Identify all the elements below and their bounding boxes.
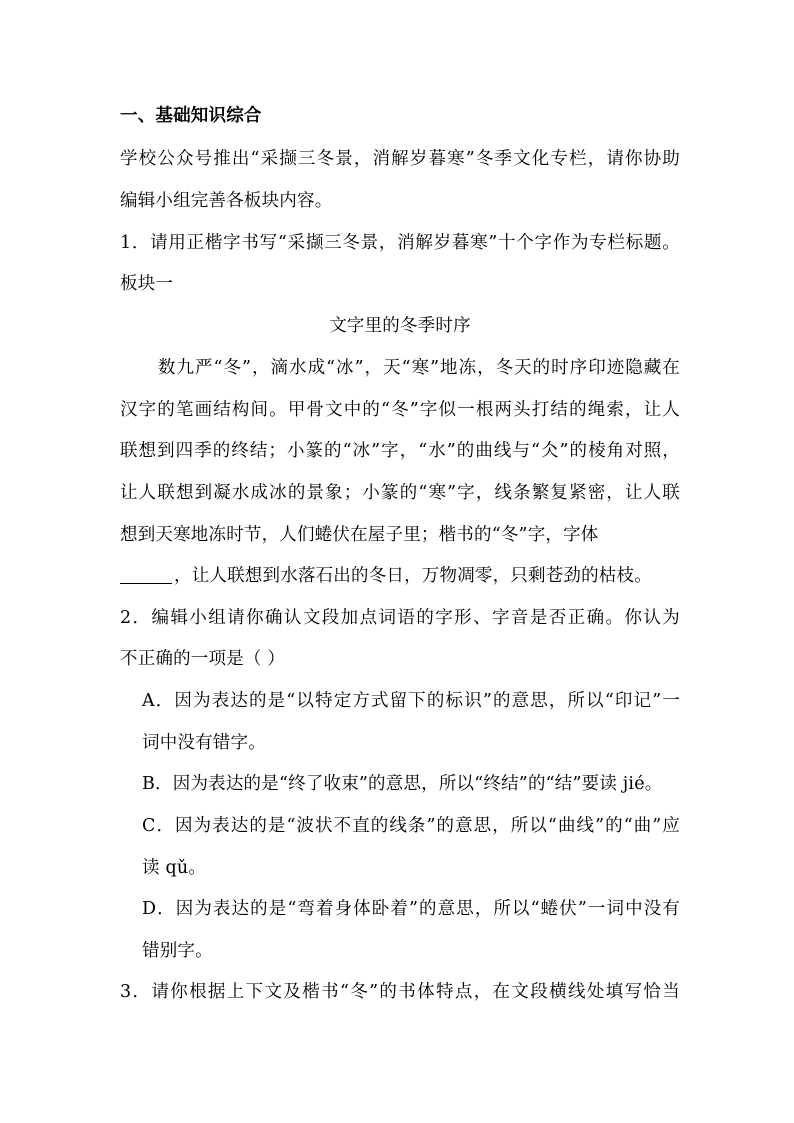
question-1: 1．请用正楷字书写“采撷三冬景，消解岁暮寒”十个字作为专栏标题。 xyxy=(120,233,680,253)
article-last-line-text: ，让人联想到水落石出的冬日，万物凋零，只剩苍劲的枯枝。 xyxy=(174,566,652,586)
option-a-line-1: A．因为表达的是“以特定方式留下的标识”的意思，所以“印记”一 xyxy=(142,691,680,711)
option-b-line-1: B．因为表达的是“终了收束”的意思，所以“终结”的“结”要读 jié。 xyxy=(142,774,663,794)
intro-line-2: 编辑小组完善各板块内容。 xyxy=(120,191,333,211)
article-line-2: 汉字的笔画结构间。甲骨文中的“冬”字似一根两头打结的绳索，让人 xyxy=(120,400,680,420)
article-title: 文字里的冬季时序 xyxy=(329,316,471,336)
intro-line-1: 学校公众号推出“采撷三冬景，消解岁暮寒”冬季文化专栏，请你协助 xyxy=(120,149,680,169)
question-3: 3．请你根据上下文及楷书“冬”的书体特点，在文段横线处填写恰当 xyxy=(120,982,680,1002)
option-d-line-1: D．因为表达的是“弯着身体卧着”的意思，所以“蜷伏”一词中没有 xyxy=(142,899,680,919)
section-heading: 一、基础知识综合 xyxy=(120,106,262,126)
article-line-4: 让人联想到凝水成冰的景象；小篆的“寒”字，线条繁复紧密，让人联 xyxy=(120,483,680,503)
question-2-line-2: 不正确的一项是（ ） xyxy=(120,649,286,669)
article-line-1: 数九严“冬”，滴水成“冰”，天“寒”地冻，冬天的时序印迹隐藏在 xyxy=(158,358,680,378)
article-line-6 xyxy=(120,563,680,589)
fill-in-blank[interactable] xyxy=(120,565,172,584)
option-d-line-2: 错别字。 xyxy=(142,941,213,961)
article-line-5: 想到天寒地冻时节，人们蜷伏在屋子里；楷书的“冬”字，字体 xyxy=(120,525,599,545)
block-label: 板块一 xyxy=(120,274,174,294)
option-a-line-2: 词中没有错字。 xyxy=(142,733,266,753)
article-line-3: 联想到四季的终结；小篆的“冰”字，“水”的曲线与“仌”的棱角对照， xyxy=(120,441,680,461)
question-2-line-1: 2．编辑小组请你确认文段加点词语的字形、字音是否正确。你认为 xyxy=(120,608,680,628)
option-c-line-2: 读 qǔ。 xyxy=(142,858,207,878)
option-c-line-1: C．因为表达的是“波状不直的线条”的意思，所以“曲线”的“曲”应 xyxy=(142,816,680,836)
